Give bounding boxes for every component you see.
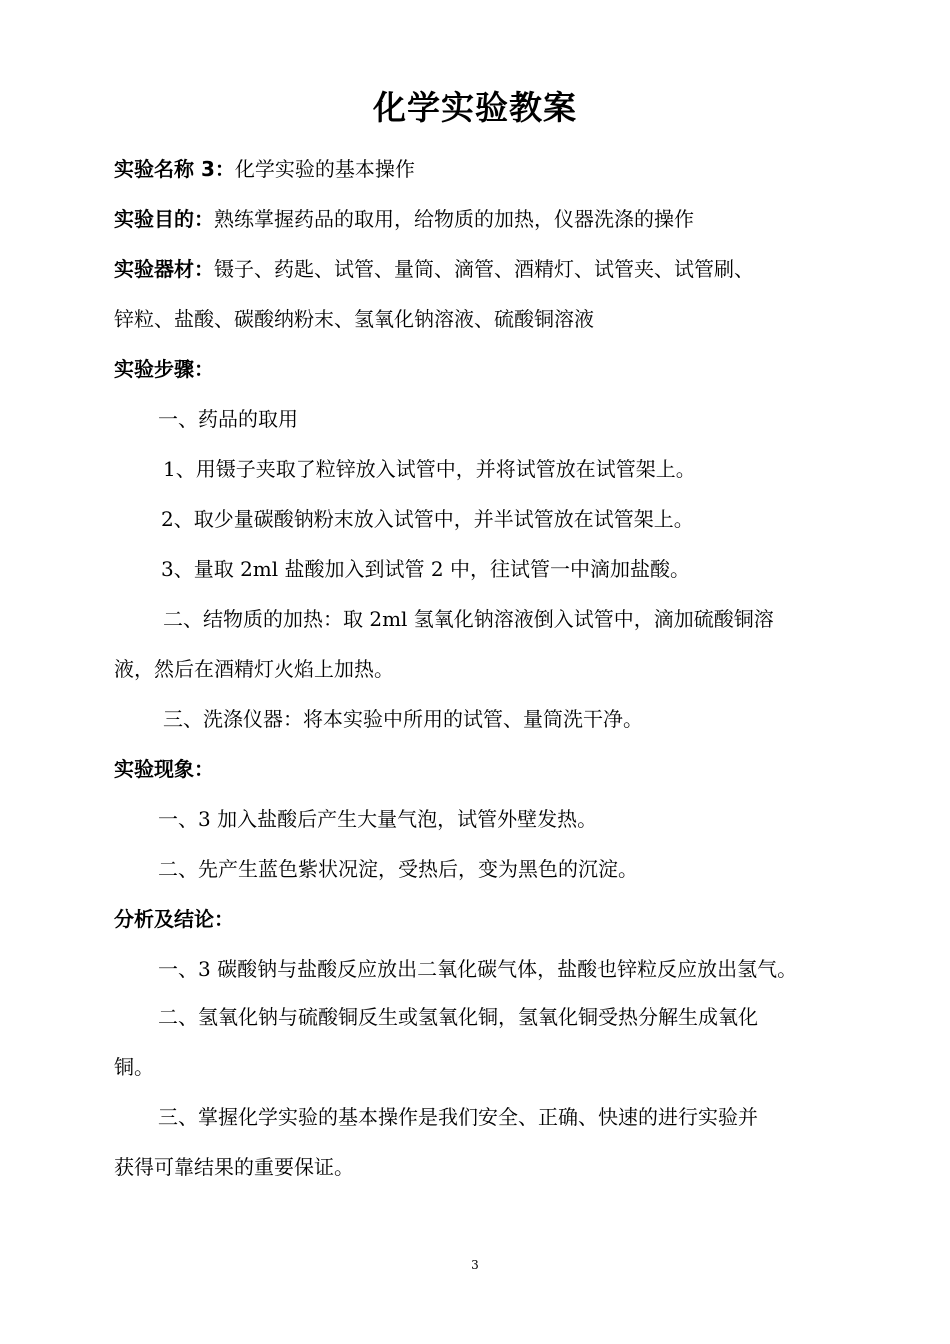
steps-heading: 实验步骤： [114, 357, 214, 381]
experiment-name-label: 实验名称 3： [114, 157, 235, 181]
steps-section3: 三、洗涤仪器：将本实验中所用的试管、量筒洗干净。 [163, 707, 643, 731]
steps-section1-title: 一、药品的取用 [158, 407, 298, 431]
conclusion-heading: 分析及结论： [114, 907, 234, 931]
steps-item-2: 2、取少量碳酸钠粉末放入试管中，并半试管放在试管架上。 [161, 507, 694, 531]
experiment-name-value: 化学实验的基本操作 [234, 157, 415, 181]
conclusion-item-1: 一、3 碳酸钠与盐酸反应放出二氧化碳气体，盐酸也锌粒反应放出氢气。 [158, 957, 798, 981]
materials-value-line1: 镊子、药匙、试管、量筒、滴管、酒精灯、试管夹、试管刷、 [214, 257, 754, 281]
materials-label: 实验器材： [114, 257, 214, 281]
experiment-name-line [114, 154, 415, 184]
steps-item-1: 1、用镊子夹取了粒锌放入试管中，并将试管放在试管架上。 [163, 457, 696, 481]
purpose-label: 实验目的： [114, 207, 214, 231]
page-number: 3 [471, 1258, 479, 1272]
purpose-line [114, 204, 694, 234]
phenomena-item-1: 一、3 加入盐酸后产生大量气泡，试管外壁发热。 [158, 807, 598, 831]
purpose-value: 熟练掌握药品的取用，给物质的加热，仪器洗涤的操作 [214, 207, 694, 231]
page-title: 化学实验教案 [373, 88, 577, 127]
conclusion-item-3-line2: 获得可靠结果的重要保证。 [114, 1155, 354, 1179]
phenomena-heading: 实验现象： [114, 757, 214, 781]
conclusion-item-2-line2: 铜。 [114, 1055, 154, 1079]
steps-section2-line1: 二、结物质的加热：取 2ml 氢氧化钠溶液倒入试管中，滴加硫酸铜溶 [163, 607, 774, 631]
conclusion-item-3-line1: 三、掌握化学实验的基本操作是我们安全、正确、快速的进行实验并 [158, 1105, 758, 1129]
conclusion-item-2-line1: 二、氢氧化钠与硫酸铜反生或氢氧化铜，氢氧化铜受热分解生成氧化 [158, 1005, 758, 1029]
materials-line [114, 254, 754, 284]
steps-item-3: 3、量取 2ml 盐酸加入到试管 2 中，往试管一中滴加盐酸。 [161, 557, 690, 581]
materials-value-line2: 锌粒、盐酸、碳酸纳粉末、氢氧化钠溶液、硫酸铜溶液 [114, 307, 594, 331]
steps-section2-line2: 液，然后在酒精灯火焰上加热。 [114, 657, 394, 681]
phenomena-item-2: 二、先产生蓝色紫状况淀，受热后，变为黑色的沉淀。 [158, 857, 638, 881]
